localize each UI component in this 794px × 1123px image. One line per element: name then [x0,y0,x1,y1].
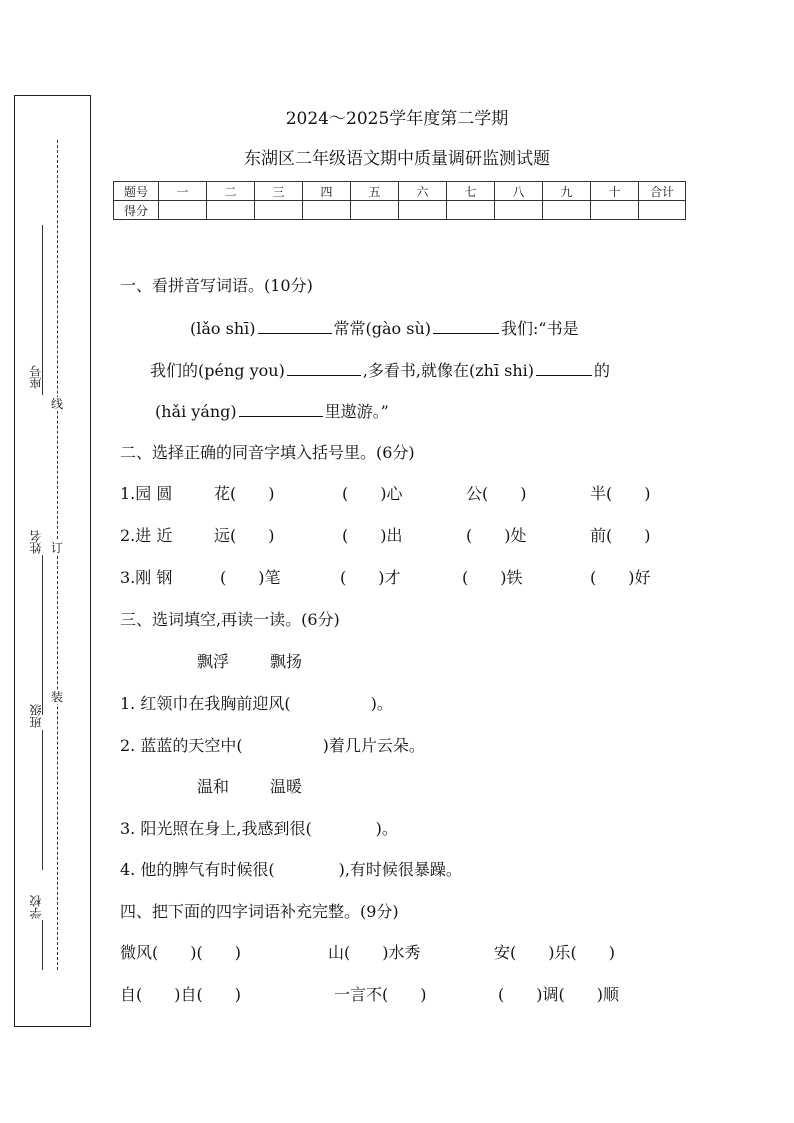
score-cell[interactable] [303,201,351,220]
score-header-cell: 三 [255,182,303,201]
name-label: 姓名 [29,530,43,554]
q4-idiom[interactable]: 安( )乐( ) [494,943,615,962]
q4-idiom[interactable]: 自( )自( ) [120,985,241,1004]
bind-char-zhuang: 装 [50,690,63,704]
q2-row-3-item[interactable]: ( )笔 [220,568,281,587]
q2-row-3-item[interactable]: ( )好 [590,568,651,587]
score-cell[interactable] [495,201,543,220]
binding-dash-line [57,140,58,970]
q3-sentence-2[interactable]: 2. 蓝蓝的天空中( )着几片云朵。 [120,736,425,755]
q2-row-2-item[interactable]: 远( ) [214,526,275,545]
q4-idiom[interactable]: 一言不( ) [334,985,427,1004]
q1-blank-1[interactable] [258,317,332,334]
score-row-label: 得分 [114,201,159,220]
q3-word-option: 飘扬 [270,652,303,671]
q2-row-2-item[interactable]: 前( ) [590,526,651,545]
score-header-cell: 十 [591,182,639,201]
q3-word-option: 飘浮 [197,652,230,671]
q2-heading: 二、选择正确的同音字填入括号里。(6分) [120,443,415,462]
score-header-cell: 一 [159,182,207,201]
q1-text-2c: 的 [594,361,611,380]
q4-heading: 四、把下面的四字词语补充完整。(9分) [120,902,399,921]
q2-row-1-item[interactable]: ( )心 [342,484,403,503]
class-label: 班级 [29,704,43,728]
q1-blank-3[interactable] [287,359,361,376]
score-cell[interactable] [639,201,686,220]
class-field[interactable] [42,730,43,870]
score-cell[interactable] [399,201,447,220]
q2-row-1-item[interactable]: 公( ) [466,484,527,503]
q1-text-3b: 里遨游。” [324,402,389,421]
school-label: 学校 [29,895,43,919]
q4-idiom[interactable]: 山( )水秀 [328,943,421,962]
q2-row-3-item[interactable]: ( )才 [340,568,401,587]
title-line-2: 东湖区二年级语文期中质量调研监测试题 [244,149,550,169]
seat-label: 座号 [29,365,43,389]
score-table [113,181,686,220]
score-cell[interactable] [207,201,255,220]
score-cell[interactable] [255,201,303,220]
q2-row-2-item[interactable]: ( )处 [466,526,527,545]
bind-char-line: 线 [50,397,63,411]
q3-sentence-3[interactable]: 3. 阳光照在身上,我感到很( )。 [120,819,398,838]
score-header-cell: 七 [447,182,495,201]
title-line-1: 2024～2025学年度第二学期 [285,109,509,129]
score-cell[interactable] [447,201,495,220]
seat-field[interactable] [42,225,43,395]
q2-row-3-label: 3.刚 钢 [120,568,173,587]
score-header-cell: 六 [399,182,447,201]
q1-blank-5[interactable] [239,400,323,417]
q1-pinyin-haiyang: (hǎi yáng) [155,402,237,421]
q4-idiom[interactable]: 微风( )( ) [120,943,241,962]
bind-char-ding: 订 [50,541,63,555]
score-cell[interactable] [543,201,591,220]
q3-sentence-1[interactable]: 1. 红领巾在我胸前迎风( )。 [120,694,393,713]
q2-row-1-item[interactable]: 花( ) [214,484,275,503]
binding-strip [14,95,91,1027]
score-header-cell: 九 [543,182,591,201]
q1-heading: 一、看拼音写词语。(10分) [120,276,313,295]
q2-row-1-label: 1.园 圆 [120,484,173,503]
q1-line-2 [150,359,610,382]
q1-line-3 [155,400,389,423]
score-header-cell: 五 [351,182,399,201]
q1-pinyin-pengyou: 我们的(péng you) [150,361,285,380]
score-cell[interactable] [591,201,639,220]
score-cell[interactable] [159,201,207,220]
score-header-cell: 二 [207,182,255,201]
q2-row-3-item[interactable]: ( )铁 [462,568,523,587]
score-table-score-row [114,201,686,220]
name-field[interactable] [42,555,43,715]
q1-text-1c: 我们:“书是 [501,319,579,338]
score-table-header-row [114,182,686,201]
q1-blank-2[interactable] [433,317,499,334]
score-cell[interactable] [351,201,399,220]
q2-row-2-item[interactable]: ( )出 [342,526,403,545]
q1-line-1 [190,317,579,340]
score-header-cell: 四 [303,182,351,201]
q3-word-option: 温暖 [270,777,303,796]
q3-word-option: 温和 [197,777,230,796]
q1-pinyin-laoshi: (lǎo shī) [190,319,256,338]
q2-row-2-label: 2.进 近 [120,526,173,545]
q1-blank-4[interactable] [536,359,592,376]
score-header-cell: 八 [495,182,543,201]
q3-sentence-4[interactable]: 4. 他的脾气有时候很( ),有时候很暴躁。 [120,860,462,879]
q1-pinyin-zhishi: ,多看书,就像在(zhī shi) [362,361,535,380]
q3-heading: 三、选词填空,再读一读。(6分) [120,610,340,629]
score-header-cell: 题号 [114,182,159,201]
school-field[interactable] [42,920,43,970]
score-header-cell: 合计 [639,182,686,201]
q1-pinyin-gaosu: 常常(gào sù) [333,319,432,338]
q2-row-1-item[interactable]: 半( ) [590,484,651,503]
q4-idiom[interactable]: ( )调( )顺 [498,985,619,1004]
